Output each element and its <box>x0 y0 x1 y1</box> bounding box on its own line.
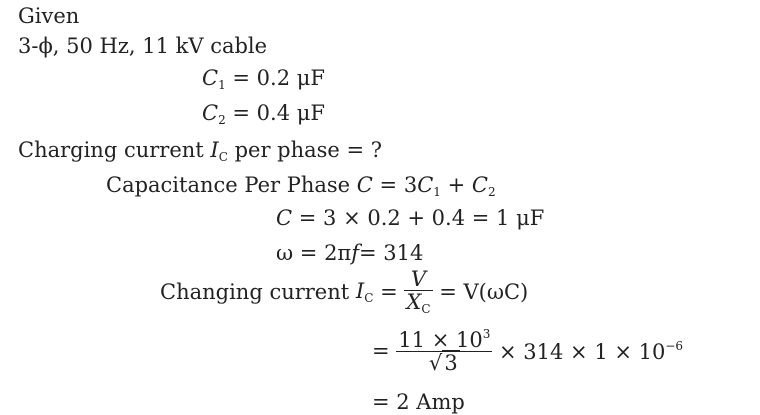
c-value-rhs: = 3 × 0.2 + 0.4 = 1 μF <box>298 206 545 230</box>
omega-lhs: ω = 2π <box>276 241 352 265</box>
given-specs: 3-ϕ, 50 Hz, 11 kV cable <box>18 34 268 58</box>
calc-denominator <box>429 352 460 375</box>
c2-value: = 0.4 μF <box>232 101 325 125</box>
omega-rhs: = 314 <box>359 241 424 265</box>
c-value-symbol: C <box>276 206 293 230</box>
fraction-numerator: V <box>410 267 427 291</box>
c2-subscript: 2 <box>218 113 226 127</box>
question-lead: Charging current <box>18 138 204 162</box>
fraction-denominator-symbol: X <box>406 290 422 315</box>
charging-symbol-group <box>355 278 374 305</box>
sqrt-radicand: 3 <box>444 351 458 376</box>
calc-fraction <box>396 328 492 375</box>
capacitance-c1-subscript: 1 <box>433 185 441 199</box>
given-heading: Given <box>18 4 80 28</box>
c1-definition <box>202 68 325 91</box>
capacitance-symbol: C <box>356 173 373 197</box>
c1-value: = 0.2 μF <box>232 66 325 90</box>
charging-rhs: = V(ωC) <box>439 279 529 304</box>
c1-symbol: C <box>202 66 219 90</box>
capacitance-line <box>106 175 496 198</box>
question-line <box>18 140 382 163</box>
capacitance-c2-symbol: C <box>471 173 488 197</box>
capacitance-plus: + <box>447 173 466 197</box>
capacitance-c1-symbol: C <box>417 173 434 197</box>
question-tail: per phase = ? <box>234 138 383 162</box>
charging-symbol: I <box>355 278 365 303</box>
calc-rest-exponent: −6 <box>665 339 684 354</box>
result-line: = 2 Amp <box>372 390 465 414</box>
calc-numerator-exponent: 3 <box>482 327 491 341</box>
question-subscript: C <box>218 150 228 164</box>
calc-line <box>372 328 683 375</box>
omega-line <box>276 243 423 264</box>
question-symbol: I <box>210 138 219 162</box>
capacitance-c2-subscript: 2 <box>487 185 496 199</box>
calc-equals: = <box>372 339 390 364</box>
calc-rest-base: × 314 × 1 × 10 <box>499 340 666 365</box>
calc-rest <box>499 340 683 363</box>
c-value-line <box>276 208 544 229</box>
capacitance-rhs: = 3 <box>379 173 418 197</box>
c1-subscript: 1 <box>218 78 226 92</box>
charging-lead: Changing current <box>160 279 350 304</box>
capacitance-lead: Capacitance Per Phase <box>106 173 351 197</box>
charging-subscript: C <box>364 290 374 305</box>
sqrt-symbol: √ <box>428 351 443 376</box>
c2-symbol: C <box>202 101 219 125</box>
fraction-denominator-subscript: C <box>421 302 431 317</box>
charging-fraction <box>404 268 432 316</box>
c2-definition <box>202 103 325 126</box>
charging-equals: = <box>380 279 398 304</box>
omega-f: f <box>351 241 360 265</box>
charging-line <box>160 268 528 316</box>
calc-numerator: 11 × 10 <box>398 328 483 352</box>
